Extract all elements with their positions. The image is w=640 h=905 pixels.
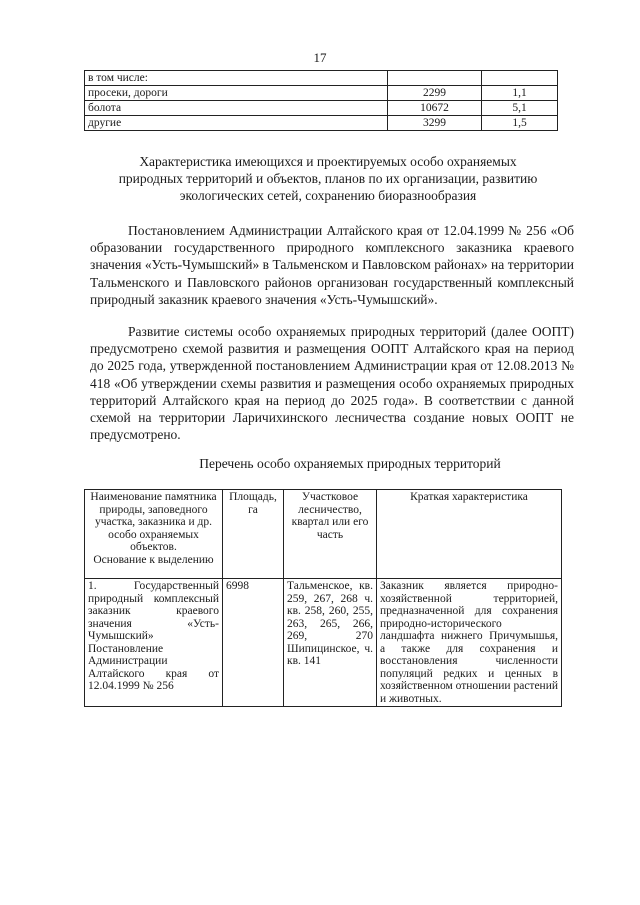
list-heading: Перечень особо охраняемых природных территорий — [199, 456, 501, 471]
row-label: в том числе: — [85, 71, 388, 86]
row-area: 3299 — [388, 116, 482, 131]
paragraph-decree: Постановлением Администрации Алтайского края от 12.04.1999 № 256 «Об образовании государственного природного комплексного заказника краевого значения «Усть-Чумышский» в Тальменском и Павловском районах» на территории Тальменского и Павловского районов организован государственный комплексный природный заказник краевого значения «Усть-Чумышский». — [90, 223, 574, 307]
table-row — [85, 86, 558, 101]
row-percent: 1,5 — [482, 116, 558, 131]
section-heading: Характеристика имеющихся и проектируемых особо охраняемых природных территорий и объектов, планов по их организации, развитию экологических сетей, сохранению биоразнообразия — [118, 154, 538, 203]
cell-forestry: Тальменское, кв. 259, 267, 268 ч. кв. 258, 260, 255, 263, 265, 266, 269, 270 Шипицинское, ч. кв. 141 — [284, 579, 377, 707]
cell-description: Заказник является природно-хозяйственной территорией, предназначенной для сохранения природно-исторического ландшафта нижнего Причумышья, а также для сохранения и восстановления численности популяций редких и ценных в хозяйственном отношении растений и животных. — [377, 579, 562, 707]
row-area: 2299 — [388, 86, 482, 101]
table-row — [85, 101, 558, 116]
row-percent — [482, 71, 558, 86]
header-name-text: Наименование памятника природы, заповедного участка, заказника и др. особо охраняемых объектов. — [90, 491, 217, 553]
header-area: Площадь, га — [223, 490, 284, 579]
page-number: 17 — [313, 50, 327, 65]
cell-name: 1. Государственный природный комплексный заказник краевого значения «Усть-Чумышский» Постановление Администрации Алтайского края от 12.04.1999 № 256 — [85, 579, 223, 707]
header-description: Краткая характеристика — [377, 490, 562, 579]
cell-area: 6998 — [223, 579, 284, 707]
row-percent: 1,1 — [482, 86, 558, 101]
row-label: болота — [85, 101, 388, 116]
table-row — [85, 71, 558, 86]
land-distribution-table — [84, 70, 558, 131]
row-percent: 5,1 — [482, 101, 558, 116]
table-header-row — [85, 490, 562, 579]
protected-areas-table — [84, 489, 562, 707]
header-name — [85, 490, 223, 579]
row-area: 10672 — [388, 101, 482, 116]
table-row — [85, 579, 562, 707]
row-area — [388, 71, 482, 86]
header-basis-text: Основание к выделению — [93, 553, 214, 566]
table-row — [85, 116, 558, 131]
row-label: просеки, дороги — [85, 86, 388, 101]
row-label: другие — [85, 116, 388, 131]
header-forestry: Участковое лесничество, квартал или его часть — [284, 490, 377, 579]
paragraph-development: Развитие системы особо охраняемых природных территорий (далее ООПТ) предусмотрено схемой развития и размещения ООПТ Алтайского края на период до 2025 года, утвержденной постановлением Администрации края от 12.08.2013 № 418 «Об утверждении схемы развития и размещения особо охраняемых природных территорий Алтайского края на период до 2025 года». В соответствии с данной схемой на территории Ларичихинского лесничества создание новых ООПТ не предусмотрено. — [90, 324, 574, 443]
